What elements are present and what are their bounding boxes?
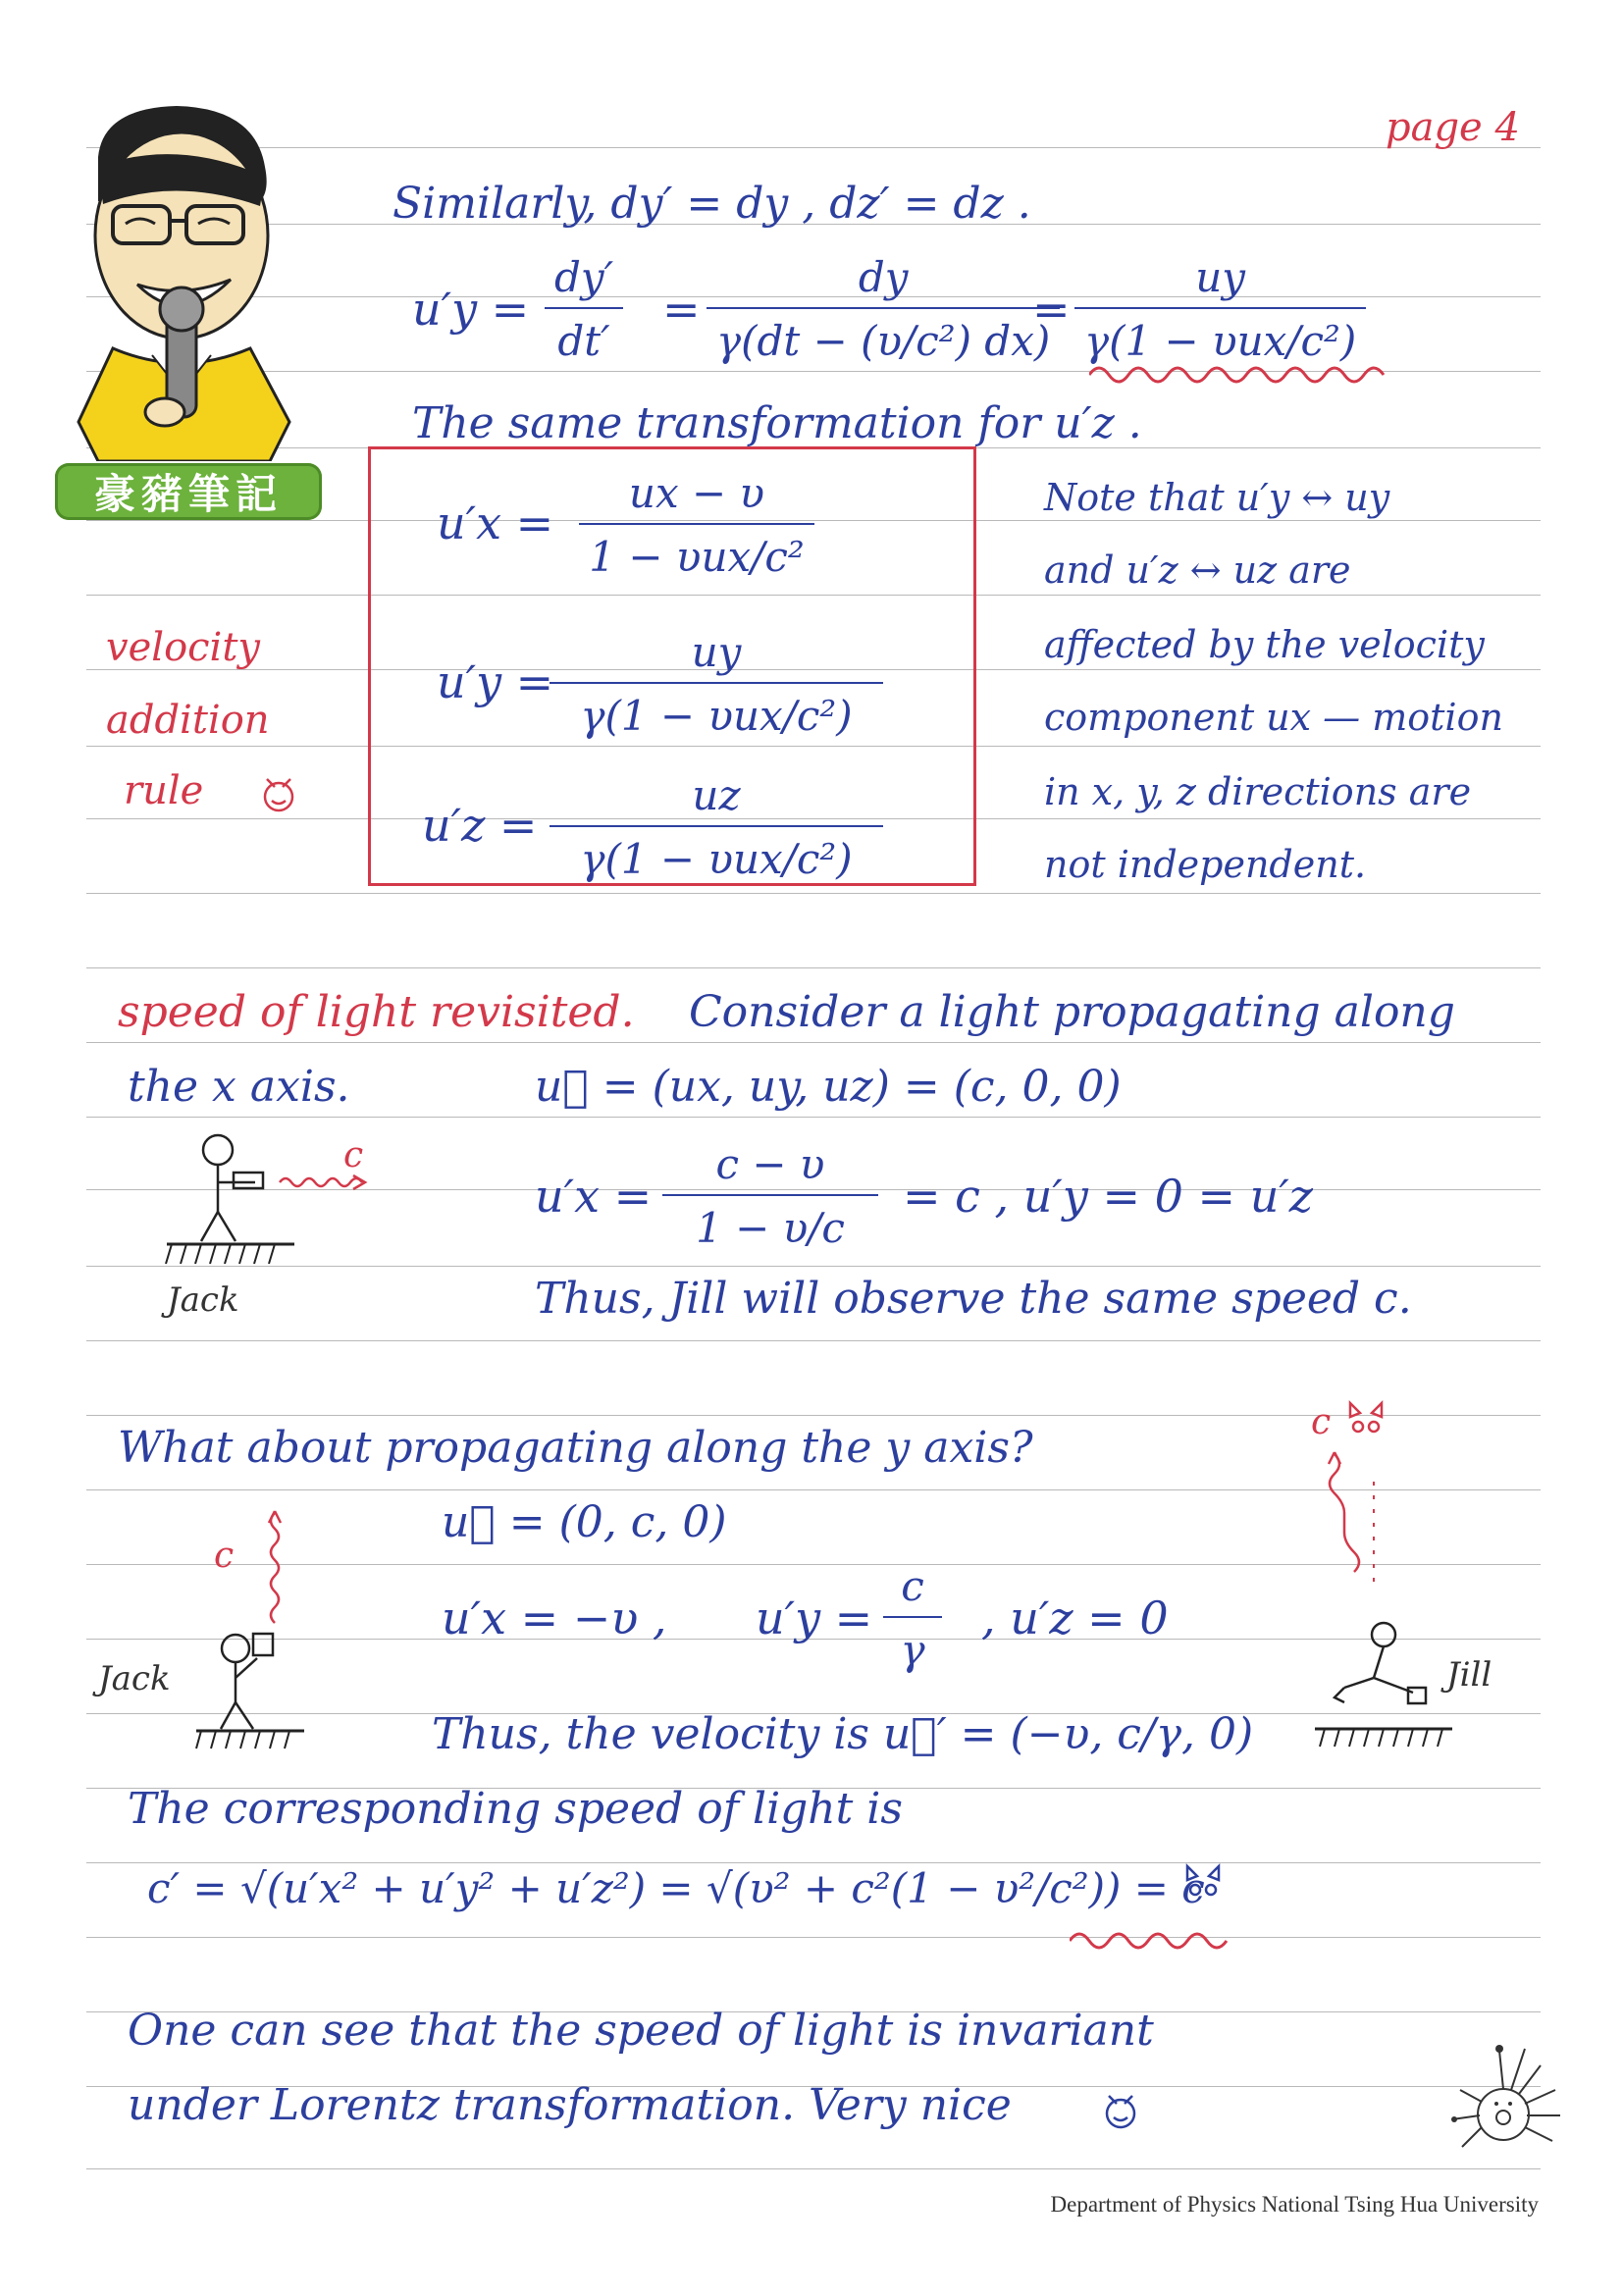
side-label-addition: addition (106, 698, 270, 743)
uy-f1-denominator: dt′ (557, 317, 610, 365)
velocity-is-line: Thus, the velocity is u⃗′ = (−υ, c/γ, 0) (432, 1709, 1254, 1759)
sec3-uz: , u′z = 0 (981, 1592, 1169, 1644)
y-axis-question: What about propagating along the y axis? (118, 1423, 1033, 1473)
jack-label-y: Jack (98, 1659, 171, 1698)
note-line-4: component ux — motion (1044, 696, 1503, 739)
sec2-ux-numerator: c − υ (715, 1140, 825, 1188)
note-line-5: in x, y, z directions are (1044, 770, 1472, 813)
box-uz-fraction (550, 771, 883, 883)
jack-stick-figure-y (177, 1501, 334, 1756)
box-uz-numerator: uz (692, 771, 741, 819)
eq-sign-2: = (1032, 283, 1071, 336)
note-line-1: Note that u′y ↔ uy (1044, 476, 1390, 519)
sec3-ux: u′x = −υ , (442, 1592, 667, 1644)
same-transformation-line: The same transformation for u′z . (412, 398, 1142, 448)
note-line-2: and u′z ↔ uz are (1044, 548, 1351, 592)
sec2-ux-rhs: = c , u′y = 0 = u′z (903, 1170, 1313, 1223)
sec2-ux-lhs: u′x = (535, 1170, 653, 1223)
surprised-face-icon-2 (1183, 1862, 1223, 1902)
jill-same-speed-line: Thus, Jill will observe the same speed c. (535, 1274, 1412, 1324)
caricature-mascot (59, 98, 324, 461)
uy-f2-denominator: γ(dt − (υ/c²) dx) (716, 317, 1051, 365)
speed-of-light-heading: speed of light revisited. (118, 987, 635, 1037)
red-squiggle-underline-2 (1070, 1931, 1266, 1953)
box-ux-numerator: ux − υ (628, 469, 765, 517)
box-ux-fraction (579, 469, 814, 581)
logo-stamp (55, 463, 322, 520)
side-label-rule: rule (124, 768, 204, 813)
corresponding-speed-line: The corresponding speed of light is (128, 1784, 903, 1834)
porcupine-doodle (1442, 2021, 1570, 2168)
sec2-ux-denominator: 1 − υ/c (696, 1204, 845, 1252)
sec3-uy-denominator: γ (900, 1626, 925, 1674)
uy-f2-numerator: dy (858, 253, 909, 301)
uy-f3-numerator: uy (1195, 253, 1246, 301)
u-vector-y: u⃗ = (0, c, 0) (442, 1497, 727, 1547)
uy-f1-numerator: dy′ (554, 253, 614, 301)
uy-fraction-3 (1074, 253, 1366, 365)
uy-f3-denominator: γ(1 − υux/c²) (1084, 317, 1357, 365)
page-label: page 4 (1386, 105, 1520, 150)
footer-institution: Department of Physics National Tsing Hua University (1050, 2192, 1539, 2217)
box-uy-numerator: uy (691, 628, 742, 676)
box-uy-denominator: γ(1 − υux/c²) (580, 692, 853, 740)
jill-stick-figure (1305, 1393, 1462, 1766)
box-uz-denominator: γ(1 − υux/c²) (580, 835, 853, 883)
box-uy-fraction (550, 628, 883, 740)
smiley-face-icon (257, 773, 300, 816)
c-label-y-left: c (214, 1536, 235, 1576)
sec2-ux-fraction (662, 1140, 878, 1252)
jack-stick-figure-x (147, 1128, 481, 1276)
box-ux-denominator: 1 − υux/c² (589, 533, 805, 581)
closing-line-1: One can see that the speed of light is invariant (128, 2006, 1154, 2056)
note-line-6: not independent. (1044, 843, 1367, 886)
jill-label: Jill (1446, 1655, 1492, 1695)
smiley-face-icon-2 (1099, 2090, 1142, 2133)
sec3-uy-lhs: u′y = (756, 1592, 873, 1644)
similarly-line: Similarly, dy′ = dy , dz′ = dz . (393, 179, 1031, 229)
uy-fraction-1 (545, 253, 623, 365)
box-ux-lhs: u′x = (437, 496, 554, 549)
box-uz-lhs: u′z = (422, 799, 538, 852)
note-line-3: affected by the velocity (1044, 623, 1485, 666)
closing-line-2: under Lorentz transformation. Very nice (128, 2080, 1012, 2130)
surprised-face-icon (1346, 1399, 1386, 1438)
jack-label-x: Jack (167, 1280, 239, 1320)
consider-line: Consider a light propagating along (689, 987, 1455, 1037)
uy-lhs: u′y = (412, 283, 530, 336)
c-label-y-right: c (1311, 1402, 1332, 1442)
eq-sign-1: = (662, 283, 701, 336)
box-uy-lhs: u′y = (437, 655, 554, 708)
c-label-x: c (343, 1135, 364, 1175)
uy-fraction-2 (707, 253, 1060, 365)
speed-equation: c′ = √(u′x² + u′y² + u′z²) = √(υ² + c²(1 − υ²/c²)) = c (147, 1864, 1205, 1912)
x-axis-label: the x axis. (128, 1062, 350, 1112)
red-squiggle-underline (1089, 365, 1403, 387)
sec3-uy-fraction (883, 1562, 942, 1674)
u-vector-x: u⃗ = (ux, uy, uz) = (c, 0, 0) (535, 1062, 1122, 1112)
sec3-uy-numerator: c (901, 1562, 924, 1610)
logo-text: 豪豬筆記 (93, 470, 283, 518)
side-label-velocity: velocity (106, 625, 261, 670)
